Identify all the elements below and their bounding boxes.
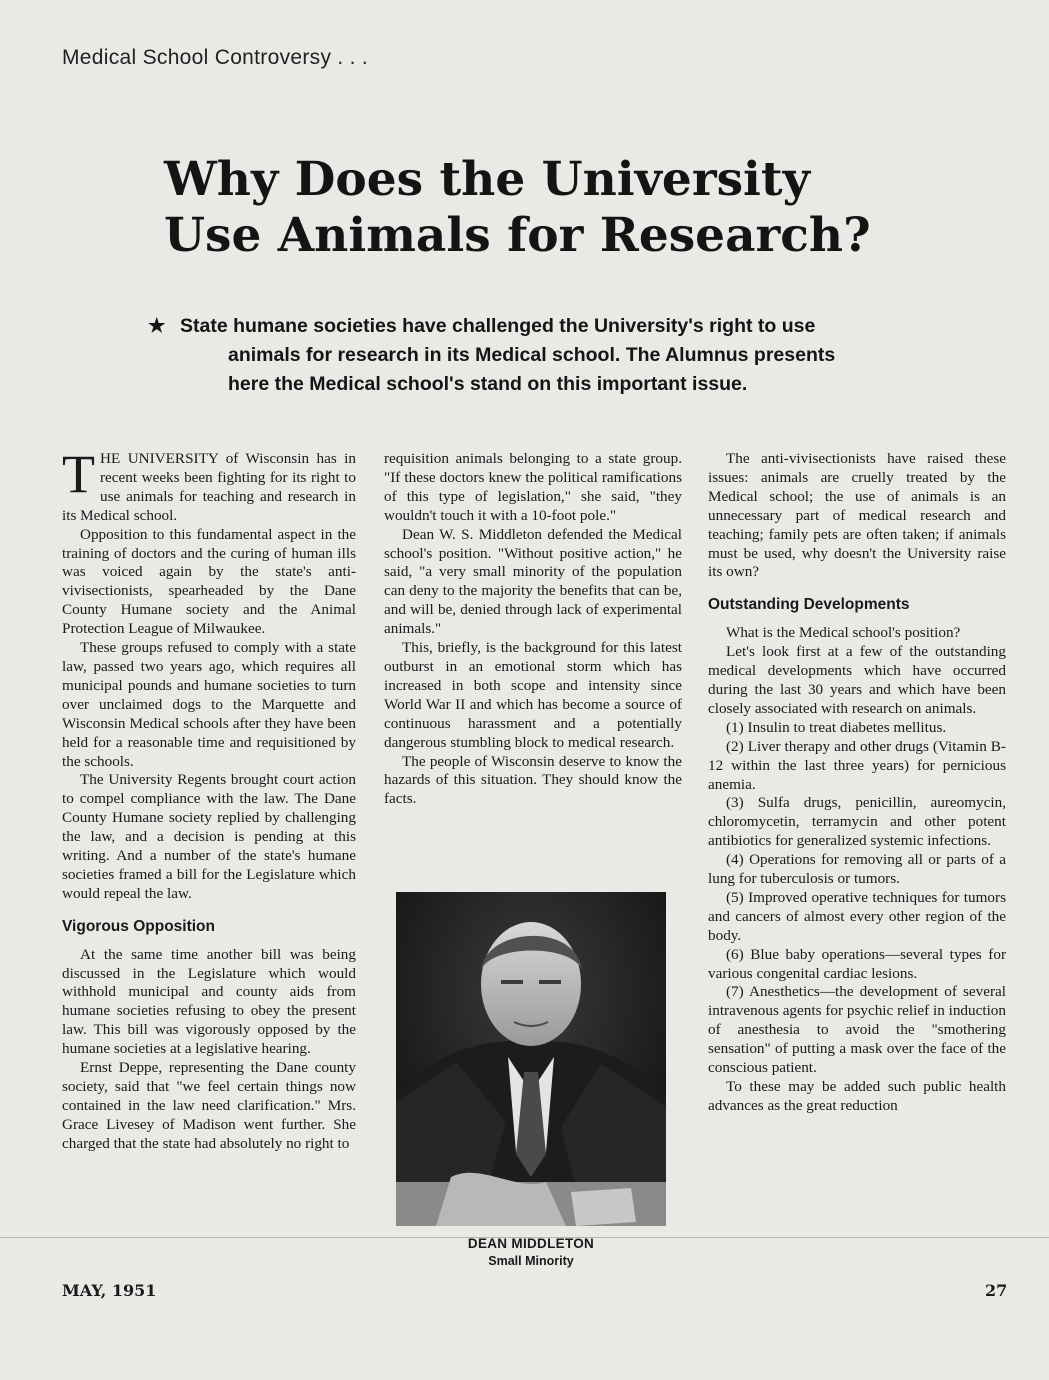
paragraph: Opposition to this fundamental aspect in the training of doctors and the curing of human ills was voiced again by the state's anti-vivisectionists, spearheaded by the Dane County Humane society and the Animal Protection League of Milwaukee. <box>62 525 356 638</box>
headline-line-2: Use Animals for Research? <box>164 208 871 263</box>
paragraph: The people of Wisconsin deserve to know the hazards of this situation. They should know the facts. <box>384 752 682 808</box>
column-1 <box>62 444 356 1154</box>
list-item: (6) Blue baby operations—several types for various congenital cardiac lesions. <box>708 945 1006 982</box>
issue-date: MAY, 1951 <box>62 1281 157 1300</box>
paragraph: This, briefly, is the background for this latest outburst in an emotional storm which has increased in both scope and intensity since World War II and which has become a source of continuous harassment and a potentially dangerous stumbling block to medical research. <box>384 639 682 751</box>
article-deck <box>148 312 948 399</box>
paragraph: requisition animals belonging to a state group. "If these doctors knew the political ramifications of this type of legislation," she said, "they wouldn't touch it with a 10-foot pole." <box>384 450 682 524</box>
paragraph: What is the Medical school's position? <box>726 624 961 642</box>
subhead-vigorous-opposition: Vigorous Opposition <box>62 917 215 935</box>
scan-line <box>0 1237 1049 1238</box>
paragraph: Ernst Deppe, representing the Dane county society, said that "we feel certain things now contained in the law need clarification." Mrs. Grace Livesey of Madison went further. She charged that the state had absolutely no right to <box>62 1059 356 1152</box>
article-headline <box>164 152 984 264</box>
paragraph: Dean W. S. Middleton defended the Medical school's position. "Without positive action," he said, "a very small minority of the population can deny to the majority the benefits that can be, and will be, denied through lack of experimental animals." <box>384 525 682 638</box>
paragraph: To these may be added such public health advances as the great reduction <box>708 1078 1006 1114</box>
column-2 <box>384 450 682 809</box>
headline-line-1: Why Does the University <box>164 152 810 207</box>
deck-line-2: animals for research in its Medical school. The Alumnus presents <box>228 344 836 366</box>
column-3 <box>708 450 1006 1116</box>
list-item: (5) Improved operative techniques for tumors and cancers of almost every other region of the body. <box>708 888 1006 944</box>
list-item: (3) Sulfa drugs, penicillin, aureomycin, chloromycetin, terramycin and other potent antibiotics for generalized systemic infections. <box>708 794 1006 850</box>
photo-caption <box>396 1236 666 1268</box>
list-item: (2) Liver therapy and other drugs (Vitamin B-12 within the last three years) for pernicious anemia. <box>708 737 1006 793</box>
portrait-photo <box>396 892 666 1226</box>
section-kicker: Medical School Controversy . . . <box>62 46 369 69</box>
paragraph: Let's look first at a few of the outstanding medical developments which have occurred during the last 30 years and which have been closely associated with research on animals. <box>708 643 1006 717</box>
list-item: (4) Operations for removing all or parts of a lung for tuberculosis or tumors. <box>708 851 1006 888</box>
list-item: (7) Anesthetics—the development of several intravenous agents for psychic relief in induction of anesthesia to avoid the "smothering sensation" of putting a mask over the face of the conscious patient. <box>708 983 1006 1077</box>
paragraph: The University Regents brought court action to compel compliance with the law. The Dane County Humane society replied by challenging the law, and a decision is pending at this writing. And a number of the state's humane societies framed a bill for the Legislature which would repeal the law. <box>62 771 356 902</box>
page-number: 27 <box>985 1281 1008 1300</box>
deck-line-3: here the Medical school's stand on this important issue. <box>228 373 748 395</box>
paragraph: THE UNIVERSITY of Wisconsin has in recent weeks been fighting for its right to use animals for teaching and research in its Medical school. <box>62 444 356 524</box>
caption-subtitle: Small Minority <box>488 1254 574 1268</box>
star-icon: ★ <box>148 315 166 337</box>
deck-line-1: State humane societies have challenged the University's right to use <box>180 315 816 337</box>
drop-cap: T <box>62 444 95 504</box>
list-item: (1) Insulin to treat diabetes mellitus. <box>726 718 947 736</box>
caption-name: DEAN MIDDLETON <box>467 1236 595 1251</box>
portrait-illustration <box>396 892 666 1226</box>
subhead-outstanding-developments: Outstanding Developments <box>708 596 910 614</box>
paragraph: At the same time another bill was being discussed in the Legislature which would withhold municipal and county aids from humane societies refusing to obey the present law. This bill was vigorously opposed by the humane societies at a legislative hearing. <box>62 945 356 1058</box>
paragraph: The anti-vivisectionists have raised these issues: animals are cruelly treated by the Medical school; the use of animals is an unnecessary part of medical research and teaching; family pets are often taken; if animals must be used, why doesn't the University raise its own? <box>708 450 1006 581</box>
paragraph: These groups refused to comply with a state law, passed two years ago, which requires all municipal pounds and humane societies to turn over unclaimed dogs to the Marquette and Wisconsin Medical schools after they have been held for a reasonable time and requisitioned by the schools. <box>62 639 356 770</box>
